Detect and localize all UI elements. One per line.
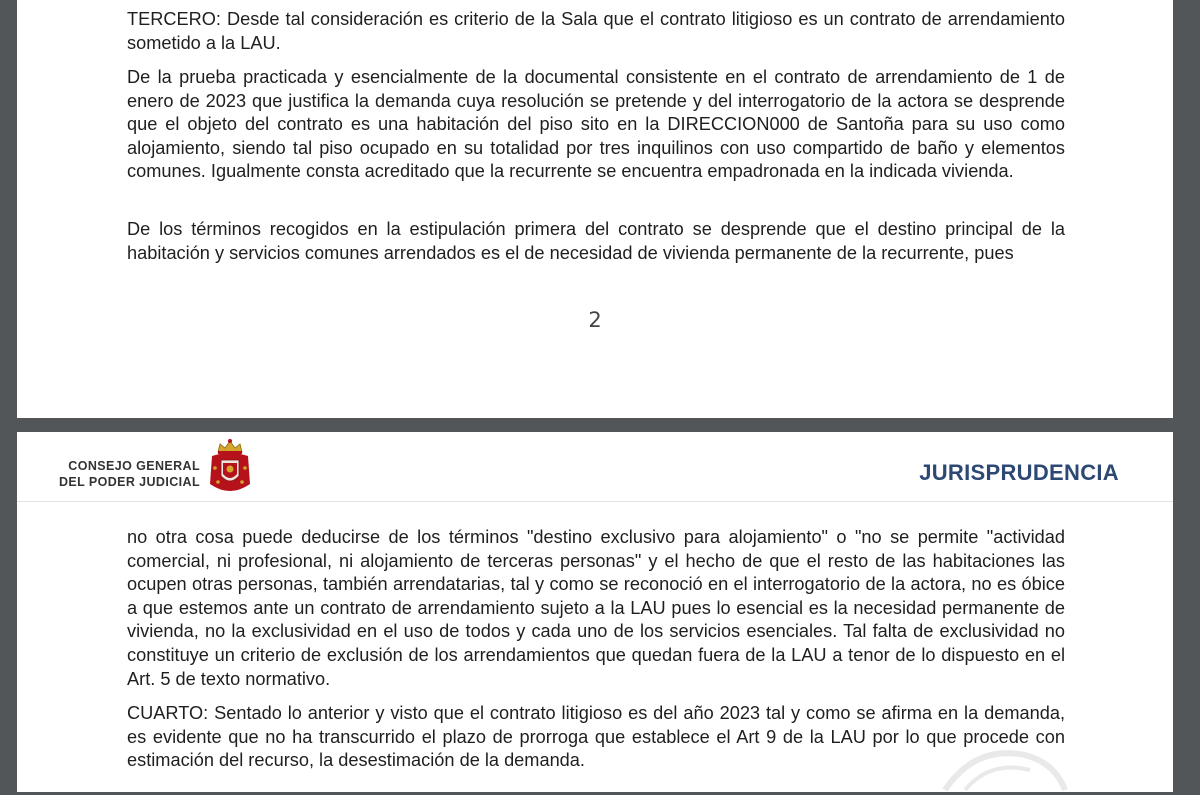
- watermark-logo-icon: [935, 735, 1075, 795]
- cgpj-name-line2: DEL PODER JUDICIAL: [58, 475, 200, 489]
- paragraph-continuacion: no otra cosa puede deducirse de los términos "destino exclusivo para alojamiento" o "no se permite "actividad comercial, ni profesional, ni alojamiento de terceras personas" y el hecho de que el resto de las habitaciones las ocupen otras personas, también arrendatarias, tal y como se reconoció en el interrogatorio de la actora, no es óbice a que estemos ante un contrato de arrendamiento sujeto a la LAU pues lo esencial es la necesidad permanente de vivienda, no la exclusividad en el uso de todos y cada uno de los servicios esenciales. Tal falta de exclusividad no constituye un criterio de exclusión de los arrendamientos que quedan fuera de la LAU a tenor de lo dispuesto en el Art. 5 de texto normativo.: [127, 527, 1065, 689]
- cgpj-crest-icon: [206, 438, 254, 496]
- page-number: 2: [588, 308, 602, 332]
- cgpj-name-line1: CONSEJO GENERAL: [68, 459, 200, 473]
- section-title: JURISPRUDENCIA: [919, 460, 1119, 485]
- paragraph-tercero: TERCERO: Desde tal consideración es criterio de la Sala que el contrato litigioso es un contrato de arrendamiento sometido a la LAU.: [127, 9, 1065, 53]
- document-page-2: [17, 0, 1173, 418]
- paragraph-prueba: De la prueba practicada y esencialmente de la documental consistente en el contrato de arrendamiento de 1 de enero de 2023 que justifica la demanda cuya resolución se pretende y del interrogatorio de la actora se desprende que el objeto del contrato es una habitación del piso sito en la DIRECCION000 de Santoña para su uso como alojamiento, siendo tal piso ocupado en su totalidad por tres inquilinos con uso compartido de baño y elementos comunes. Igualmente consta acreditado que la recurrente se encuentra empadronada en la indicada vivienda.: [127, 67, 1065, 182]
- cgpj-name: [59, 458, 200, 490]
- paragraph-terminos: De los términos recogidos en la estipulación primera del contrato se desprende que el destino principal de la habitación y servicios comunes arrendados es el de necesidad de vivienda permanente de la recurrente, pues: [127, 219, 1065, 263]
- paragraph-cuarto: CUARTO: Sentado lo anterior y visto que el contrato litigioso es del año 2023 tal y como se afirma en la demanda, es evidente que no ha transcurrido el plazo de prorroga que establece el Art 9 de la LAU por lo que procede con estimación del recurso, la desestimación de la demanda.: [127, 703, 1065, 771]
- header-divider: [17, 501, 1173, 502]
